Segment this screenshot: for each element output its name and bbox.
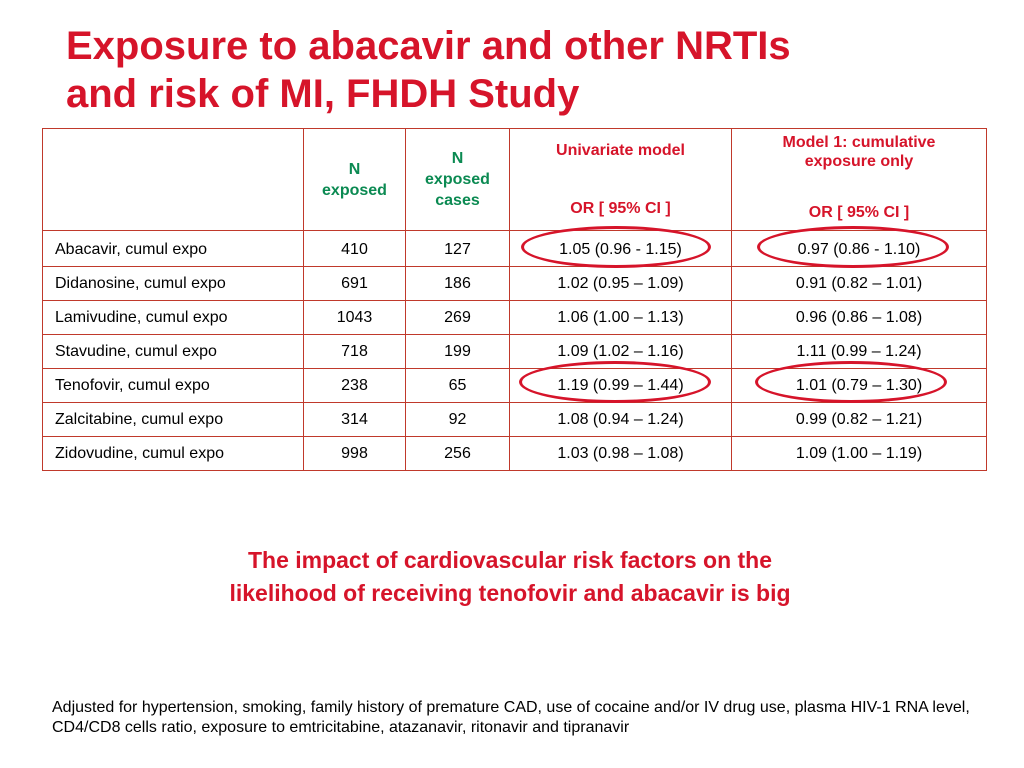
cell-model-1: 0.96 (0.86 – 1.08) bbox=[732, 301, 987, 335]
header-n-exposed bbox=[304, 129, 406, 231]
table-row bbox=[43, 369, 987, 403]
cell-n-exposed: 691 bbox=[304, 267, 406, 301]
cell-univariate: 1.09 (1.02 – 1.16) bbox=[510, 335, 732, 369]
table-row bbox=[43, 231, 987, 267]
header-univariate bbox=[510, 129, 732, 231]
header-n-exposed-cases bbox=[406, 129, 510, 231]
table-row bbox=[43, 301, 987, 335]
table-row bbox=[43, 267, 987, 301]
cell-drug: Zalcitabine, cumul expo bbox=[43, 403, 304, 437]
table-header-row bbox=[43, 129, 987, 231]
cell-drug: Lamivudine, cumul expo bbox=[43, 301, 304, 335]
cell-univariate: 1.05 (0.96 - 1.15) bbox=[510, 231, 732, 267]
cell-drug: Didanosine, cumul expo bbox=[43, 267, 304, 301]
cell-model-1: 0.97 (0.86 - 1.10) bbox=[732, 231, 987, 267]
cell-drug: Tenofovir, cumul expo bbox=[43, 369, 304, 403]
cell-n-exposed: 1043 bbox=[304, 301, 406, 335]
table-row bbox=[43, 335, 987, 369]
cell-model-1: 1.09 (1.00 – 1.19) bbox=[732, 437, 987, 471]
header-n-cases-line-1: N bbox=[451, 150, 464, 167]
results-table bbox=[42, 128, 987, 471]
cell-univariate: 1.02 (0.95 – 1.09) bbox=[510, 267, 732, 301]
cell-univariate: 1.19 (0.99 – 1.44) bbox=[510, 369, 732, 403]
cell-univariate: 1.03 (0.98 – 1.08) bbox=[510, 437, 732, 471]
header-model-1-title-line-1: Model 1: cumulative bbox=[782, 134, 936, 151]
impact-statement-line-2: likelihood of receiving tenofovir and abacavir is big bbox=[229, 580, 791, 606]
header-model-1-title-line-2: exposure only bbox=[804, 153, 914, 170]
impact-statement bbox=[120, 544, 900, 610]
cell-n-exposed: 410 bbox=[304, 231, 406, 267]
impact-statement-line-1: The impact of cardiovascular risk factors on the bbox=[247, 547, 773, 573]
cell-n-cases: 186 bbox=[406, 267, 510, 301]
cell-n-cases: 269 bbox=[406, 301, 510, 335]
cell-model-1: 1.01 (0.79 – 1.30) bbox=[732, 369, 987, 403]
cell-drug: Abacavir, cumul expo bbox=[43, 231, 304, 267]
adjustment-footnote: Adjusted for hypertension, smoking, family history of premature CAD, use of cocaine and/or IV drug use, plasma HIV-1 RNA level, CD4/CD8 cells ratio, exposure to emtricitabine, atazanavir, ritonavir and tipranavir bbox=[52, 699, 970, 736]
cell-n-cases: 127 bbox=[406, 231, 510, 267]
header-n-cases-line-3: cases bbox=[435, 192, 480, 209]
header-model-1-or: OR [ 95% CI ] bbox=[808, 204, 910, 221]
cell-model-1: 1.11 (0.99 – 1.24) bbox=[732, 335, 987, 369]
slide-title-line-1: Exposure to abacavir and other NRTIs bbox=[66, 24, 791, 68]
header-drug bbox=[43, 129, 304, 231]
cell-n-exposed: 718 bbox=[304, 335, 406, 369]
table-row bbox=[43, 403, 987, 437]
header-univariate-or: OR [ 95% CI ] bbox=[570, 200, 671, 217]
table-row bbox=[43, 437, 987, 471]
header-model-1-title bbox=[732, 133, 986, 171]
cell-n-exposed: 314 bbox=[304, 403, 406, 437]
cell-model-1: 0.91 (0.82 – 1.01) bbox=[732, 267, 987, 301]
header-univariate-title: Univariate model bbox=[556, 142, 685, 159]
cell-n-cases: 65 bbox=[406, 369, 510, 403]
cell-n-exposed: 238 bbox=[304, 369, 406, 403]
cell-drug: Zidovudine, cumul expo bbox=[43, 437, 304, 471]
cell-model-1: 0.99 (0.82 – 1.21) bbox=[732, 403, 987, 437]
slide-title bbox=[66, 22, 996, 118]
cell-univariate: 1.08 (0.94 – 1.24) bbox=[510, 403, 732, 437]
slide-title-line-2: and risk of MI, FHDH Study bbox=[66, 72, 580, 116]
cell-n-cases: 256 bbox=[406, 437, 510, 471]
header-n-exposed-line-2: exposed bbox=[322, 181, 387, 199]
cell-n-exposed: 998 bbox=[304, 437, 406, 471]
header-model-1 bbox=[732, 129, 987, 231]
cell-drug: Stavudine, cumul expo bbox=[43, 335, 304, 369]
header-n-exposed-line-1: N bbox=[348, 160, 361, 178]
cell-n-cases: 92 bbox=[406, 403, 510, 437]
cell-univariate: 1.06 (1.00 – 1.13) bbox=[510, 301, 732, 335]
cell-n-cases: 199 bbox=[406, 335, 510, 369]
header-n-cases-line-2: exposed bbox=[425, 171, 490, 188]
